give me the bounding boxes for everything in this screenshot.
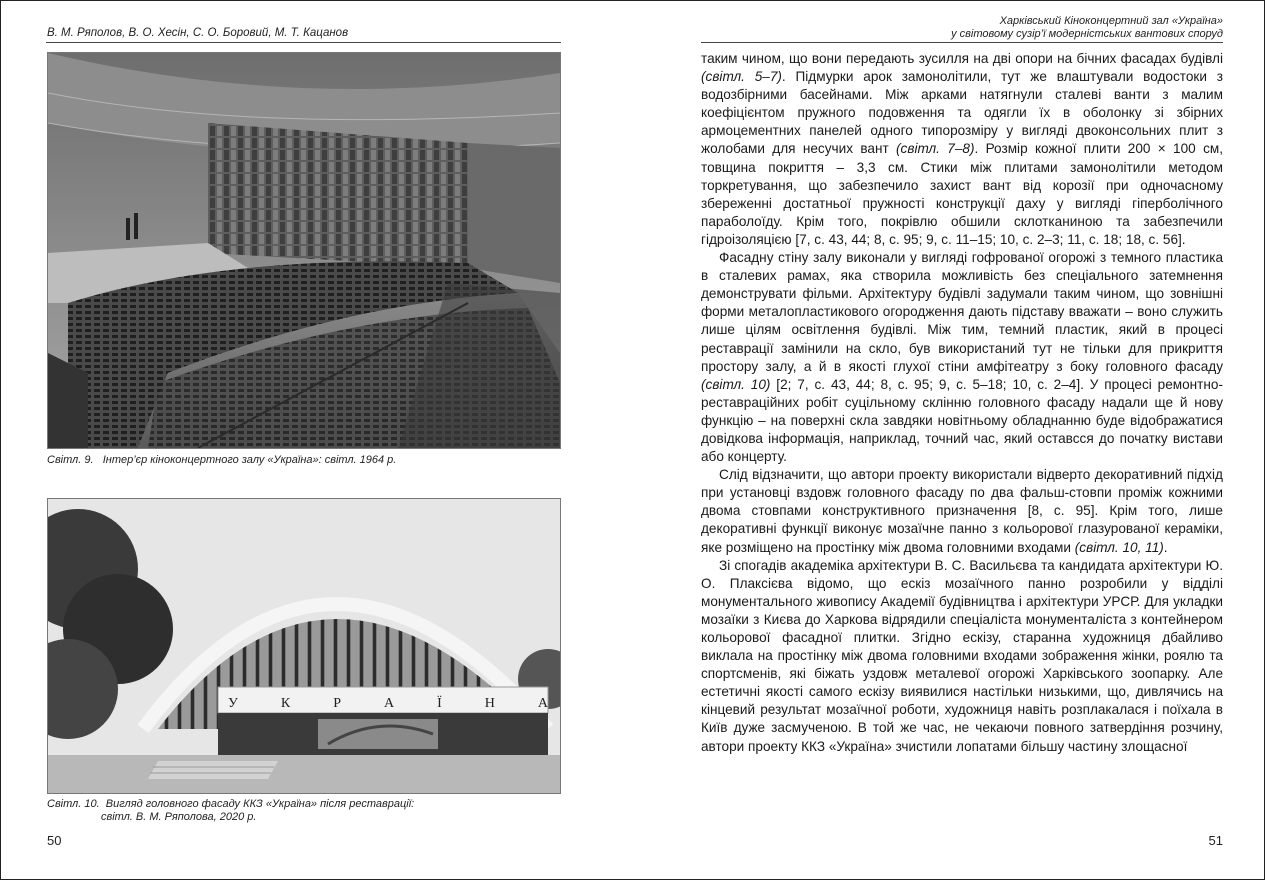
- figure-10-caption: [47, 798, 414, 823]
- figure-10-caption-line2: світл. В. М. Ряполова, 2020 р.: [101, 810, 257, 823]
- body-text-run: . Підмурки арок замонолітили, тут же влаштували водостоки з водозбірними басейнами. Між арками натягнули сталеві ванти з малим коефіцієнтом пружного подовження та одягли їх в оболонку зі збірних армоцементних панелей одного типорозміру у вигляді двоконсольних плит з жолобами для несучих вант: [701, 69, 1223, 157]
- right-page: [634, 0, 1267, 880]
- body-paragraph: [701, 466, 1223, 556]
- page-number-right: 51: [1208, 833, 1223, 848]
- body-text-run: [2; 7, с. 43, 44; 8, с. 95; 9, с. 5–18; 10, с. 2–4]. У процесі ремонтно-реставраційних робіт суцільному склінню головного фасаду надали ще й нову функцію – на поверхні скла завдяки новітньому обладнанню буде відображатися довідкова інформація, наприклад, точний час, який оставсся до початку вистави або концерту.: [701, 376, 1223, 465]
- figure-10-caption-label: Світл. 10.: [47, 798, 100, 810]
- figure-10-caption-line1: Вигляд головного фасаду ККЗ «Україна» після реставрації:: [105, 798, 415, 810]
- body-text-run: Слід відзначити, що автори проекту використали відверто декоративний підхід при установці вздовж головного фасаду по два фальш-стовпи проміж кожними двома стовпами конструктивного призначення [8, с. 95]. Крім того, лише декоративні функції виконує мозаїчне панно з кольорової глазурованої кераміки, яке розміщено на простінку між двома головними входами: [701, 467, 1223, 555]
- body-text-run: таким чином, що вони передають зусилля на дві опори на бічних фасадах будівлі: [701, 51, 1223, 66]
- body-text-run: .: [1163, 539, 1168, 555]
- running-head-title: [951, 15, 1223, 40]
- body-paragraph: [701, 50, 1223, 249]
- figure-reference: (світл. 10): [701, 376, 771, 392]
- figure-9-caption-label: Світл. 9.: [47, 454, 94, 466]
- body-text-run: . Розмір кожної плити 200 × 100 см, товщина покриття – 3,3 см. Стики між плитами замонолітили методом торкретування, що забезпечило захист вант від корозії при одночасному збереженні достатньої пружності конструкції даху у вигляді гіперболічного параболоїду. Крім того, покрівлю обшили склотканиною та забезпечили гідроізоляцією [7, с. 43, 44; 8, с. 95; 9, с. 11–15; 10, с. 2–3; 11, с. 18; 18, с. 56].: [701, 141, 1223, 247]
- running-head-title-line1: Харківський Кіноконцертний зал «Україна»: [999, 15, 1223, 27]
- body-text-run: Фасадну стіну залу виконали у вигляді гофрованої огорожі з темного пластика в сталевих рамах, яка створила можливість без спеціального затемнення демонструвати фільми. Архітектуру будівлі задумали таким чином, що зовнішні форми металопластикового огородження дають підставу вважати – воно служить лише цілям освітлення будівлі. Між тим, темний пластик, який в процесі реставрації замінили на скло, був використаний тут не тільки для прикриття простору залу, а й в якості глухої стіни амфітеатру з боку головного фасаду: [701, 250, 1223, 374]
- body-paragraph: [701, 557, 1223, 756]
- body-text-run: Зі спогадів академіка архітектури В. С. Васильєва та кандидата архітектури Ю. О. Плаксієва відомо, що ескіз мозаїчного панно розробили у відділі монументального живопису Академії будівництва і архітектури УРСР. Для укладки мозаїки з Києва до Харкова відрядили спеціаліста монументаліста з контейнером кольорової фасадної плитки. Згідно ескізу, старанна художниця дбайливо виклала на простінку між двома головними входами зображення жінки, роялю та спортсменів, які біжать уздовж металевої огорожі Харківського зоопарку. Але естетичні якості самого ескізу виявилися настільки низькими, що, дивлячись на кінцевий результат мозаїчної роботи, художниця навіть розплакалася і поїхала в Київ дуже засмученою. В той же час, не чекаючи повного затвердіння розчину, автори проекту ККЗ «Україна» зчистили лопатами більшу частину злощасної: [701, 557, 1223, 754]
- photo-auditorium-interior: [47, 52, 561, 449]
- figure-reference: (світл. 10, 11): [1074, 539, 1164, 555]
- photo-main-facade: [47, 498, 561, 794]
- header-rule: [46, 42, 561, 43]
- running-head-authors: В. М. Ряполов, В. О. Хесін, С. О. Боровий, М. Т. Кацанов: [47, 27, 349, 39]
- figure-reference: (світл. 7–8): [896, 141, 975, 157]
- body-paragraph: [701, 249, 1223, 466]
- figure-9-caption: [47, 454, 396, 467]
- figure-9-caption-text: Інтер’єр кіноконцертного залу «Україна»: світл. 1964 р.: [102, 454, 397, 466]
- facade-lettering: У К Р А Ї Н А: [228, 696, 548, 711]
- figure-reference: (світл. 5–7): [701, 69, 782, 85]
- left-page: [0, 0, 630, 880]
- body-text: [701, 50, 1223, 756]
- running-head-title-line2: у світовому сузір’ї модерністських вантових споруд: [951, 27, 1223, 40]
- header-rule: [701, 42, 1223, 43]
- page-number-left: 50: [47, 833, 62, 848]
